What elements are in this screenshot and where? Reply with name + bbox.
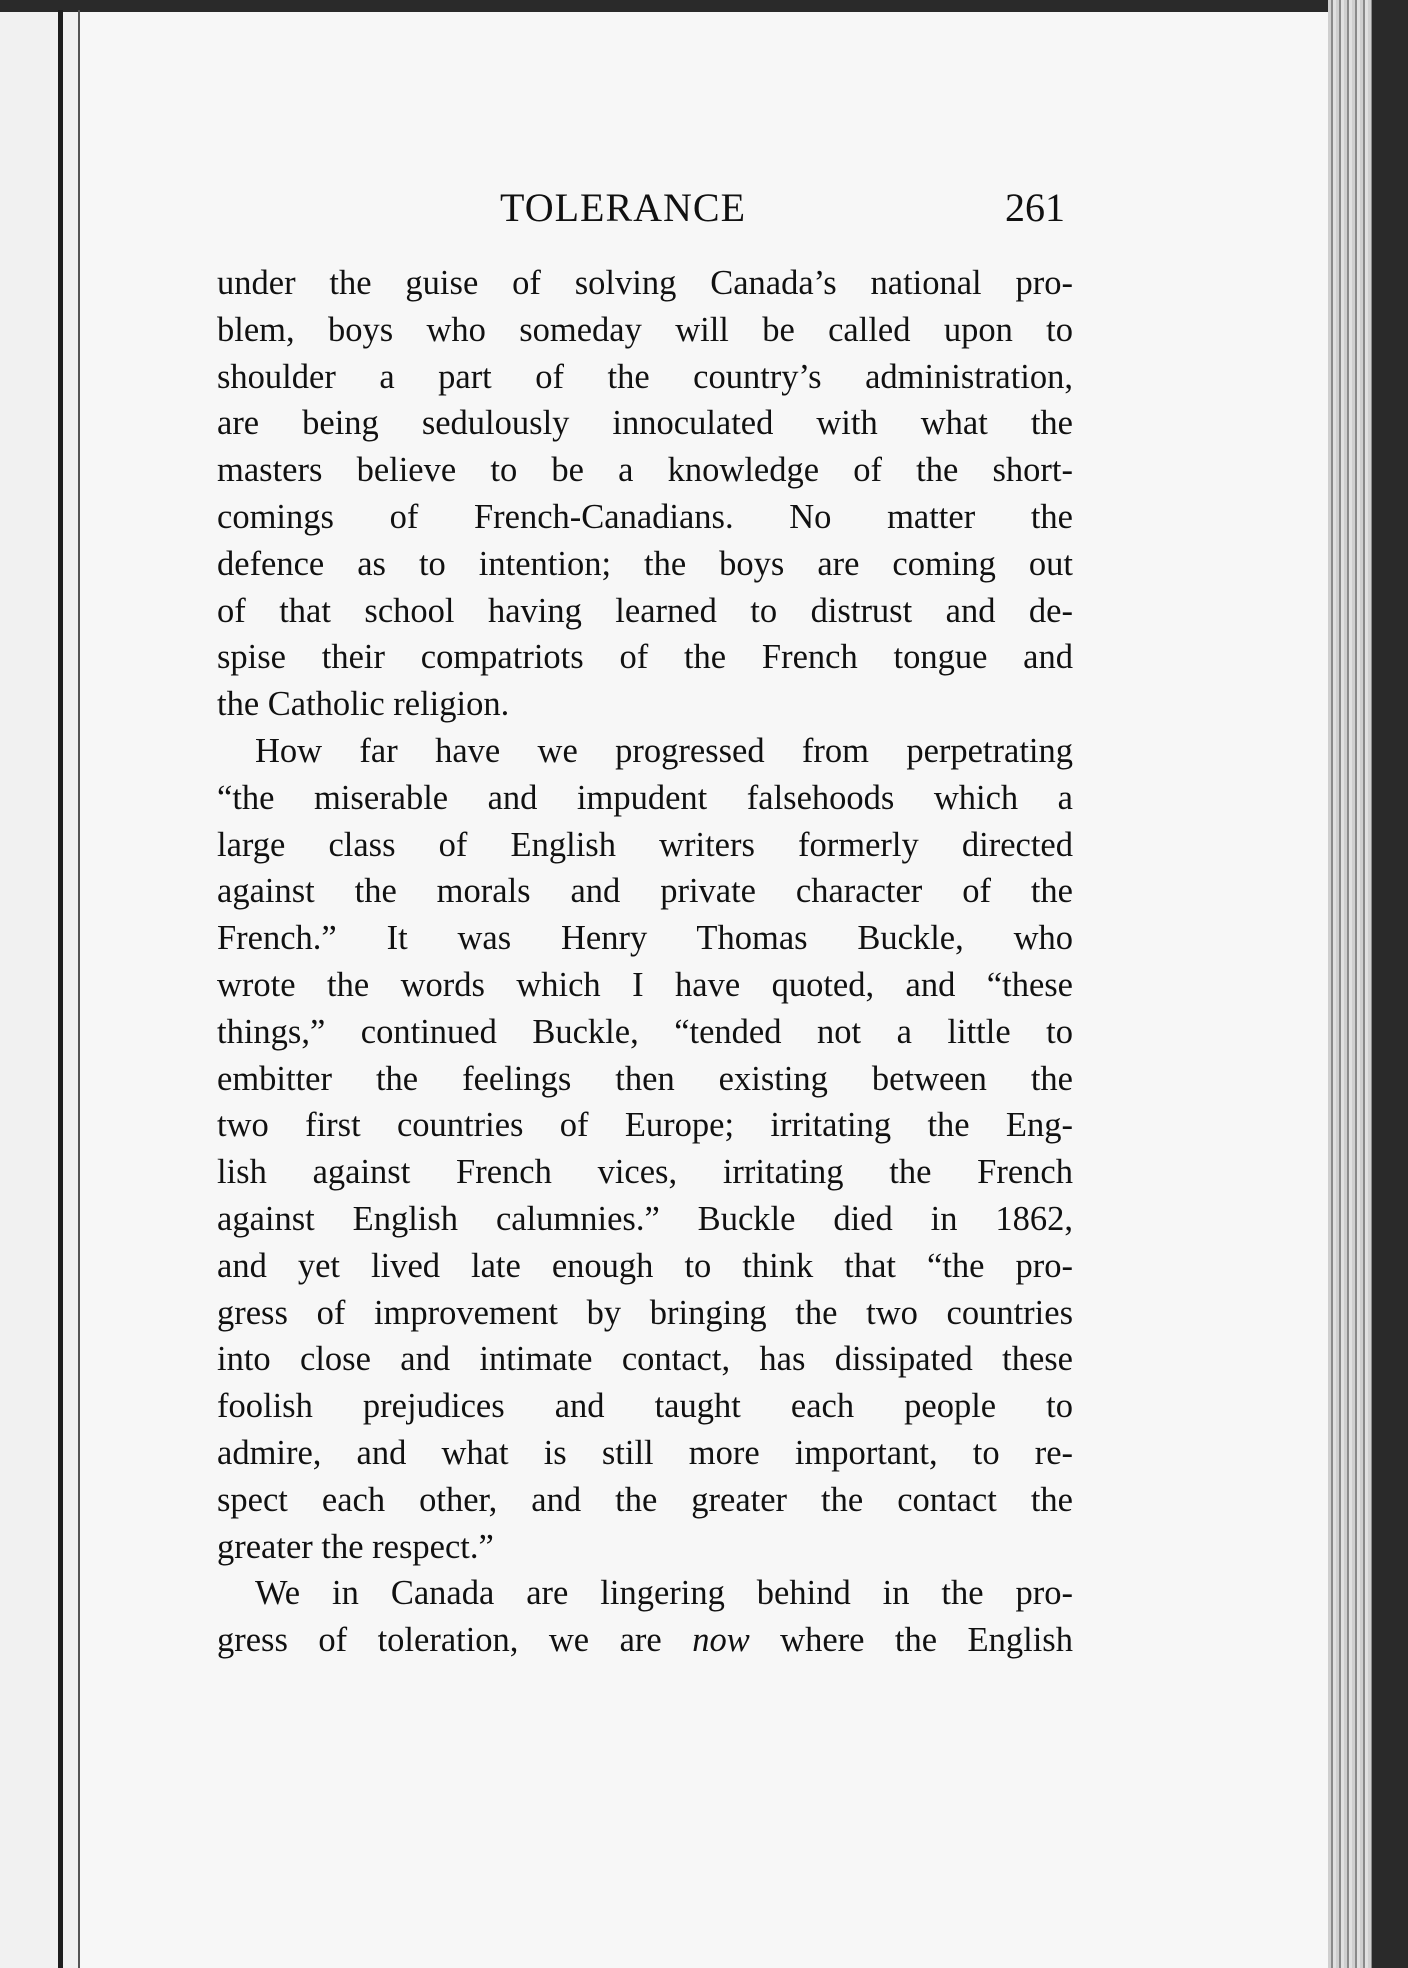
text-line: admire, and what is still more important, to re- [217, 1433, 1073, 1472]
page-number: 261 [1005, 185, 1065, 230]
text-line: are being sedulously innoculated with what the [217, 404, 1073, 443]
text-line: wrote the words which I have quoted, and “these [217, 965, 1073, 1004]
text-line: things,” continued Buckle, “tended not a little to [217, 1012, 1073, 1051]
text-line: against English calumnies.” Buckle died in 1862, [217, 1199, 1073, 1238]
text-line: foolish prejudices and taught each people to [217, 1387, 1073, 1426]
binding-edge [58, 10, 63, 1968]
book-page [80, 12, 1328, 1968]
text-line: greater the respect.” [217, 1527, 494, 1566]
text-line: of that school having learned to distrust and de- [217, 591, 1073, 630]
text-line: large class of English writers formerly directed [217, 825, 1073, 864]
chapter-title: TOLERANCE [500, 185, 747, 230]
text-line: embitter the feelings then existing between the [217, 1059, 1073, 1098]
top-border [0, 0, 1408, 12]
text-line: against the morals and private character of the [217, 872, 1073, 911]
text-line: masters believe to be a knowledge of the short- [217, 451, 1073, 490]
text-line: comings of French-Canadians. No matter the [217, 497, 1073, 536]
text-line-last [217, 1617, 1073, 1664]
text-line: into close and intimate contact, has dissipated these [217, 1340, 1073, 1379]
text-line: gress of improvement by bringing the two countries [217, 1293, 1073, 1332]
emphasized-word: now [692, 1621, 750, 1660]
text-line: How far have we progressed from perpetrating [255, 731, 1073, 770]
book-cover-edge [1372, 0, 1408, 1968]
text-run: where the English [749, 1621, 1073, 1660]
text-line: defence as to intention; the boys are coming out [217, 544, 1073, 583]
text-line: blem, boys who someday will be called upon to [217, 310, 1073, 349]
text-line: French.” It was Henry Thomas Buckle, who [217, 919, 1073, 958]
text-line: shoulder a part of the country’s administration, [217, 357, 1073, 396]
running-head [80, 184, 1328, 244]
text-line: lish against French vices, irritating the French [217, 1153, 1073, 1192]
body-text [217, 260, 1073, 1664]
text-line: under the guise of solving Canada’s national pro- [217, 264, 1073, 302]
text-line: the Catholic religion. [217, 685, 510, 724]
text-line: spect each other, and the greater the contact the [217, 1480, 1073, 1519]
text-line: We in Canada are lingering behind in the pro- [255, 1574, 1073, 1613]
text-line: two first countries of Europe; irritating the Eng- [217, 1106, 1073, 1145]
text-line: “the miserable and impudent falsehoods which a [217, 778, 1073, 817]
text-line: spise their compatriots of the French tongue and [217, 638, 1073, 677]
text-line: and yet lived late enough to think that “the pro- [217, 1246, 1073, 1285]
text-run: gress of toleration, we are [217, 1621, 693, 1660]
